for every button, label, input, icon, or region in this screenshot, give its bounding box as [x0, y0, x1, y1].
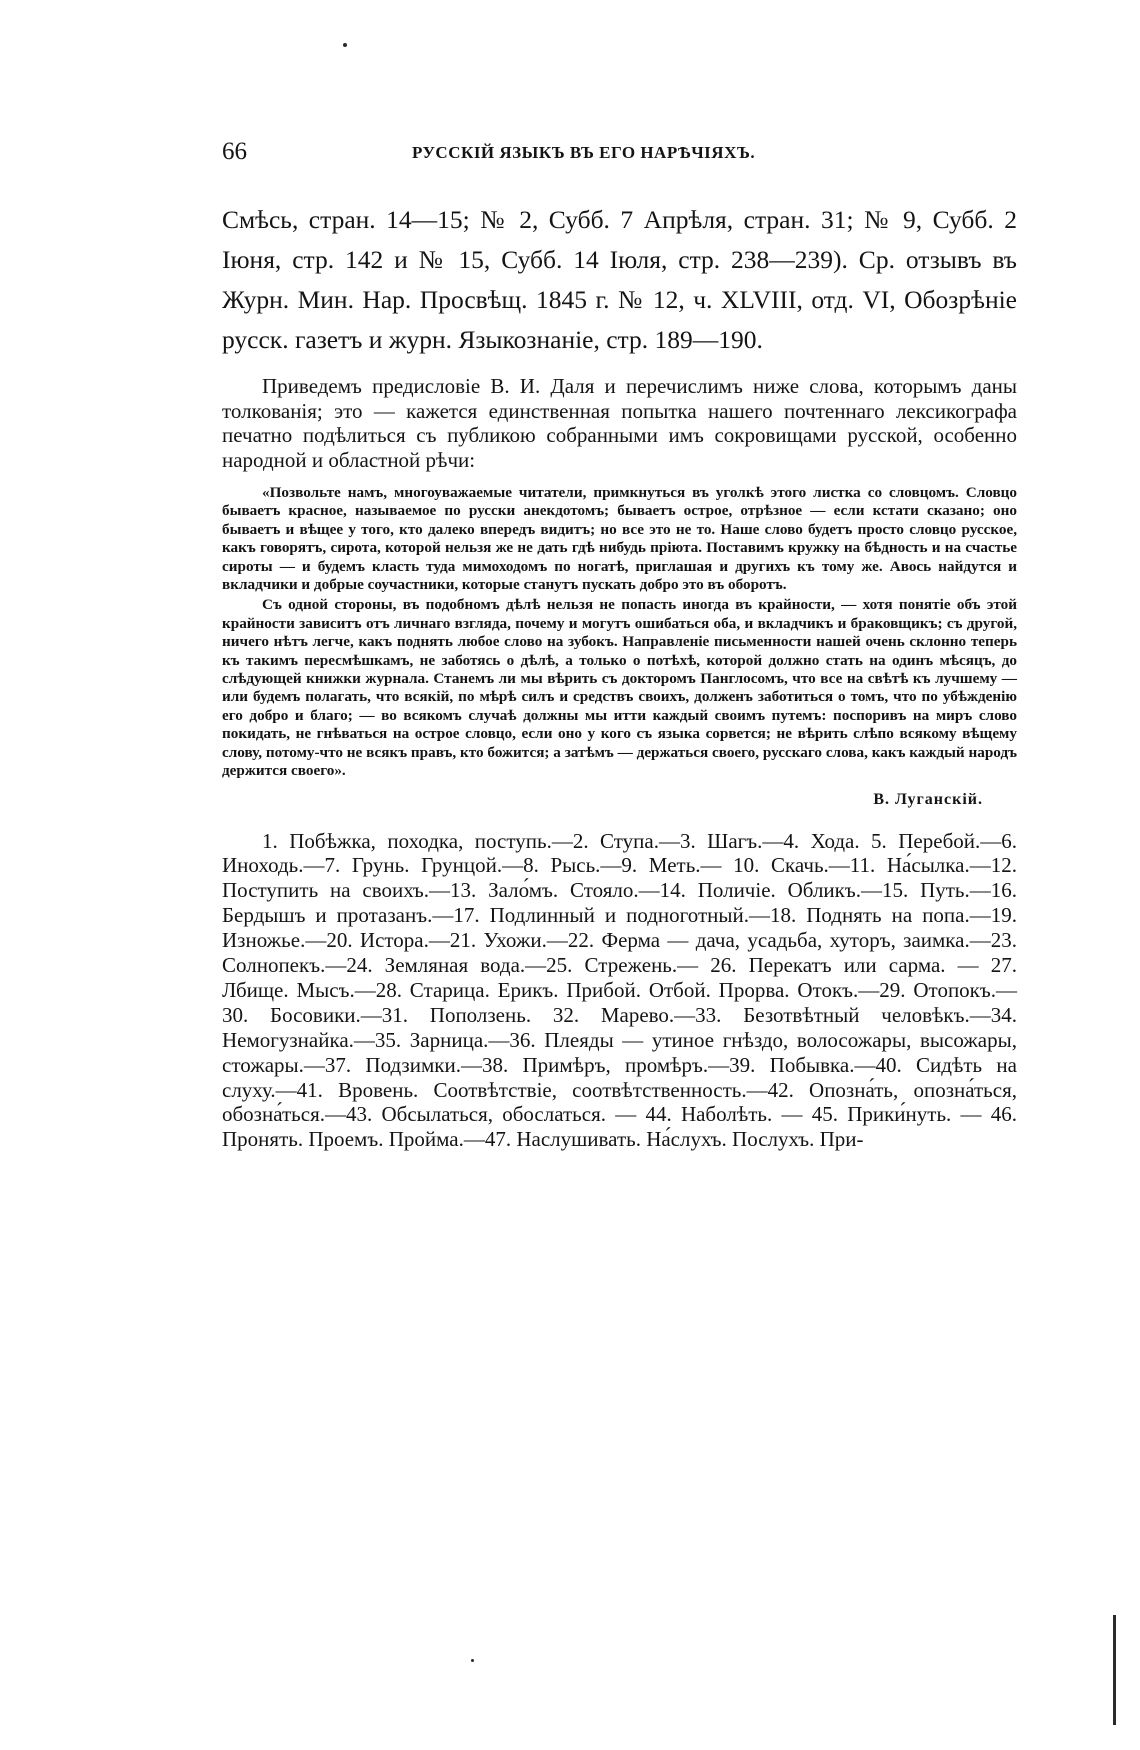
quote-paragraph-2: Съ одной стороны, въ подобномъ дѣлѣ нельзя не попасть иногда въ крайности, — хотя понятіе объ этой крайности зависитъ отъ личнаго взгляда, почему и могутъ ошибаться оба, и вкладчикъ и браковщикъ; съ другой, ничего нѣтъ легче, какъ поднять любое слово на зубокъ. Направленіе письменности нашей очень склонно теперь къ такимъ пересмѣшкамъ, не заботясь о дѣлѣ, а только о потѣхѣ, которой должно стать на одинъ мѣсяцъ, до слѣдующей книжки журнала. Станемъ ли мы вѣрить съ докторомъ Панглосомъ, что все на свѣтѣ къ лучшему — или будемъ полагать, что всякій, по мѣрѣ силъ и средствъ своихъ, долженъ заботиться о томъ, что по убѣжденію его добро и благо; — во всякомъ случаѣ должны мы итти каждый своимъ путемъ: поспоривъ на миръ слово покидать, не гнѣваться на острое словцо, если оно у кого съ языка сорвется; не вѣрить слѣпо всякому вѣщему слову, потому-что не всякъ правъ, кто божится; а затѣмъ — держаться своего, русскаго слова, какъ каждый народъ держится своего».: [222, 596, 1017, 780]
lead-paragraph: Приведемъ предисловіе В. И. Даля и перечислимъ ниже слова, которымъ даны толкованія; это — кажется единственная попытка нашего почтеннаго лексикографа печатно подѣлиться съ публикою собранными имъ сокровищами русской, особенно народной и областной рѣчи:: [222, 374, 1017, 472]
scan-speck: [471, 1659, 474, 1662]
quote-paragraph-1: «Позвольте намъ, многоуважаемые читатели, примкнуться въ уголкѣ этого листка со словцомъ. Словцо бываетъ красное, называемое по русски анекдотомъ; бываетъ острое, отрѣзное — если кстати сказано; оно бываетъ и вѣщее у того, кто далеко впередъ видитъ; но все это не то. Наше слово будетъ просто словцо русское, какъ говорятъ, сирота, которой нельзя же не дать гдѣ нибудь пріюта. Поставимъ кружку на бѣдность и на счастье сироты — и будемъ класть туда мимоходомъ по ногатѣ, приглашая и другихъ къ тому же. Авось найдутся и вкладчики и добрые соучастники, которые станутъ пускать добро это въ оборотъ.: [222, 484, 1017, 594]
scan-speck: [343, 43, 347, 47]
running-title: РУССКІЙ ЯЗЫКЪ ВЪ ЕГО НАРѢЧІЯХЪ.: [412, 143, 756, 162]
intro-paragraph: Смѣсь, стран. 14—15; № 2, Субб. 7 Апрѣля, стран. 31; № 9, Субб. 2 Іюня, стр. 142 и № 15, Субб. 14 Іюля, стр. 238—239). Ср. отзывъ въ Журн. Мин. Нар. Просвѣщ. 1845 г. № 12, ч. XLVIII, отд. VI, Обозрѣніе русск. газетъ и журн. Языкознаніе, стр. 189—190.: [222, 205, 1017, 354]
scan-edge-mark: [1113, 1615, 1116, 1725]
text-column: [222, 200, 1017, 1152]
page-number: 66: [222, 138, 247, 165]
page-header: [222, 138, 1017, 172]
signature: В. Луганскій.: [873, 790, 983, 808]
word-list-paragraph: 1. Побѣжка, походка, поступь.—2. Ступа.—3. Шагъ.—4. Хода. 5. Перебой.—6. Иноходь.—7. Грунь. Грунцой.—8. Рысь.—9. Меть.— 10. Скачь.—11. На́сылка.—12. Поступить на своихъ.—13. Зало́мъ. Стояло.—14. Поличіе. Обликъ.—15. Путь.—16. Бердышъ и протазанъ.—17. Подлинный и подноготный.—18. Поднять на попа.—19. Изножье.—20. Истора.—21. Ухожи.—22. Ферма — дача, усадьба, хуторъ, заимка.—23. Солнопекъ.—24. Земляная вода.—25. Стрежень.— 26. Перекатъ или сарма. — 27. Лбище. Мысъ.—28. Старица. Ерикъ. Прибой. Отбой. Прорва. Отокъ.—29. Отопокъ.—30. Босовики.—31. Поползень. 32. Марево.—33. Безотвѣтный человѣкъ.—34. Немогузнайка.—35. Зарница.—36. Плеяды — утиное гнѣздо, волосожары, высожары, стожары.—37. Подзимки.—38. Примѣръ, промѣръ.—39. Побывка.—40. Сидѣть на слуху.—41. Вровень. Соотвѣтствіе, соотвѣтственность.—42. Опозна́ть, опозна́ться, обозна́ться.—43. Обсылаться, обослаться. — 44. Наболѣть. — 45. Прики́нуть. — 46. Пронять. Проемъ. Пройма.—47. Наслушивать. На́слухъ. Послухъ. При-: [222, 828, 1017, 1152]
